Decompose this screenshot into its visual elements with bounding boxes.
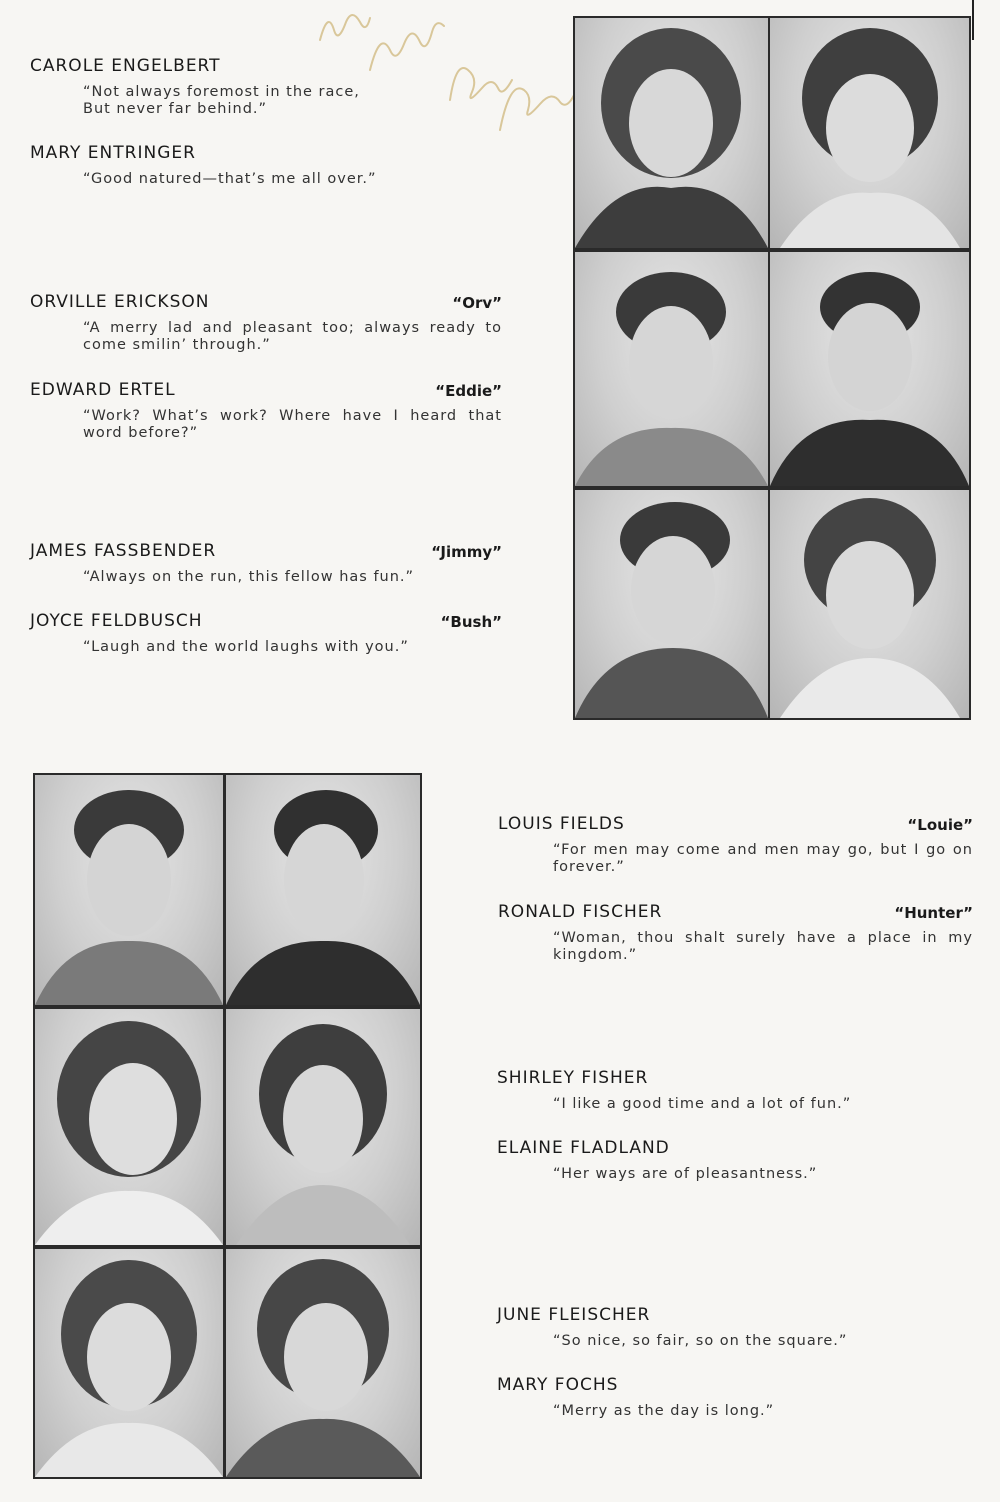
student-name: ORVILLE ERICKSON [30, 292, 210, 312]
student-quote: “Always on the run, this fellow has fun.” [83, 569, 415, 585]
bottom-portrait-grid [33, 773, 422, 1479]
entry-orville-erickson [30, 292, 502, 354]
louis-fields-portrait [35, 775, 223, 1005]
student-quote: “Woman, thou shalt surely have a place in my kingdom.” [553, 930, 973, 963]
entry-mary-fochs [497, 1375, 972, 1420]
student-quote: “So nice, so fair, so on the square.” [553, 1333, 848, 1349]
top-portrait-grid [573, 16, 971, 720]
student-name: EDWARD ERTEL [30, 380, 176, 400]
entry-louis-fields [498, 814, 973, 876]
joyce-feldbusch-portrait [770, 490, 969, 718]
student-name: JOYCE FELDBUSCH [30, 611, 203, 631]
student-name: MARY ENTRINGER [30, 143, 196, 163]
shirley-fisher-portrait [35, 1009, 223, 1245]
student-name: LOUIS FIELDS [498, 814, 625, 834]
student-quote: “I like a good time and a lot of fun.” [553, 1096, 852, 1112]
entry-edward-ertel [30, 380, 502, 442]
entry-shirley-fisher [497, 1068, 972, 1113]
ronald-fischer-portrait [226, 775, 420, 1005]
student-quote: “For men may come and men may go, but I go on forever.” [553, 842, 973, 875]
student-quote: “Not always foremost in the race, But never far behind.” [83, 84, 360, 117]
student-nickname: “Hunter” [894, 904, 973, 922]
student-name: JAMES FASSBENDER [30, 541, 217, 561]
student-name: ELAINE FLADLAND [497, 1138, 670, 1158]
scan-edge-line [972, 0, 974, 40]
student-quote: “Good natured—that’s me all over.” [83, 171, 377, 187]
student-nickname: “Bush” [440, 613, 502, 631]
student-name: JUNE FLEISCHER [497, 1305, 651, 1325]
june-fleischer-portrait [35, 1249, 223, 1477]
entry-joyce-feldbusch [30, 611, 502, 656]
orville-erickson-portrait [575, 252, 768, 486]
student-quote: “Merry as the day is long.” [553, 1403, 775, 1419]
student-name: CAROLE ENGELBERT [30, 56, 221, 76]
entry-james-fassbender [30, 541, 502, 586]
student-nickname: “Eddie” [435, 382, 502, 400]
mary-fochs-portrait [226, 1249, 420, 1477]
edward-ertel-portrait [770, 252, 969, 486]
student-name: RONALD FISCHER [498, 902, 663, 922]
student-name: MARY FOCHS [497, 1375, 619, 1395]
student-quote: “Laugh and the world laughs with you.” [83, 639, 409, 655]
student-nickname: “Jimmy” [431, 543, 502, 561]
entry-mary-entringer [30, 143, 500, 188]
student-nickname: “Orv” [452, 294, 502, 312]
elaine-fladland-portrait [226, 1009, 420, 1245]
student-name: SHIRLEY FISHER [497, 1068, 649, 1088]
student-quote: “A merry lad and pleasant too; always ready to come smilin’ through.” [83, 320, 502, 353]
carole-engelbert-portrait [575, 18, 768, 248]
entry-june-fleischer [497, 1305, 972, 1350]
student-quote: “Work? What’s work? Where have I heard that word before?” [83, 408, 502, 441]
student-quote: “Her ways are of pleasantness.” [553, 1166, 818, 1182]
student-nickname: “Louie” [907, 816, 973, 834]
entry-elaine-fladland [497, 1138, 972, 1183]
james-fassbender-portrait [575, 490, 768, 718]
entry-carole-engelbert [30, 56, 500, 118]
entry-ronald-fischer [498, 902, 973, 964]
mary-entringer-portrait [770, 18, 969, 248]
